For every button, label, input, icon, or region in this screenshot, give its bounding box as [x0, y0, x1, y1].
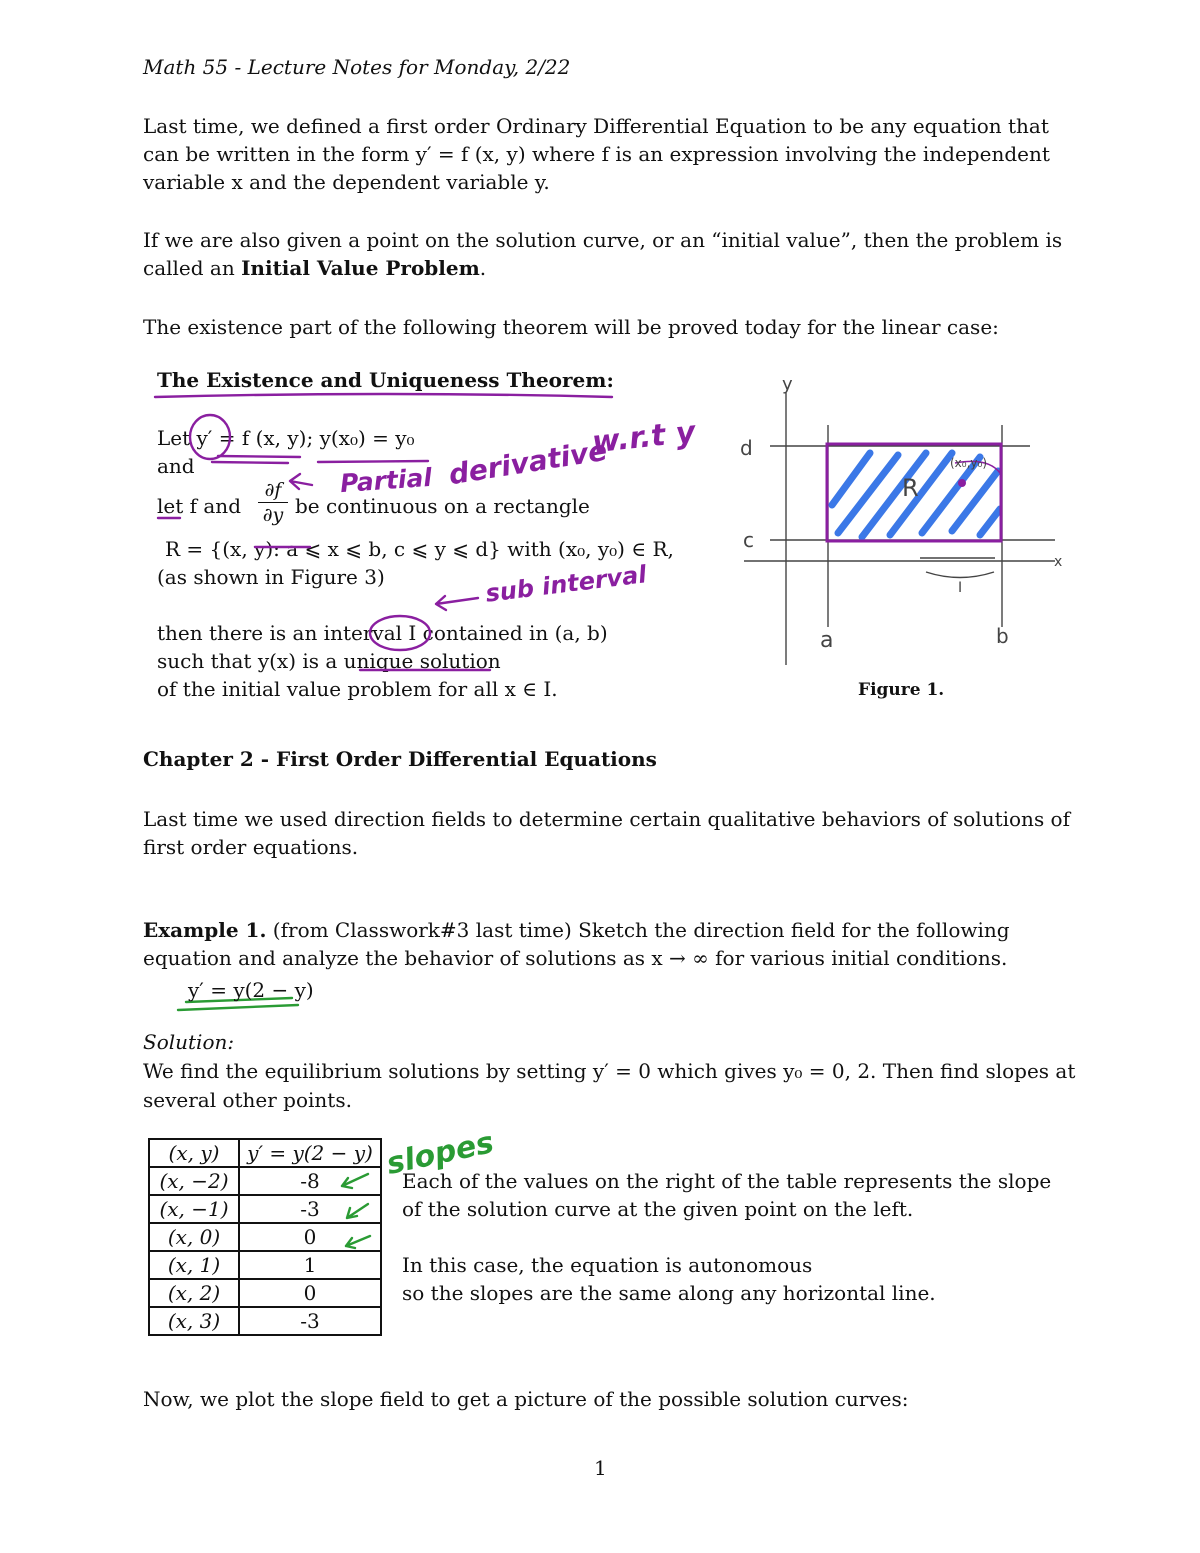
figure-rectangle-diagram: [730, 365, 1070, 685]
theorem-line-2: and: [157, 454, 195, 478]
solution-label: Solution:: [143, 1030, 235, 1054]
table-cell-point: (x, 1): [149, 1251, 239, 1279]
example-line-1: [143, 916, 1010, 944]
ivp-line-1: If we are also given a point on the solution curve, or an “initial value”, then the problem is: [143, 228, 1063, 252]
example-line-2: equation and analyze the behavior of solutions as x → ∞ for various initial conditions.: [143, 946, 1008, 970]
table-cell-slope: -8: [239, 1167, 381, 1195]
chapter-title: Chapter 2 - First Order Differential Equations: [143, 747, 657, 771]
initial-point: [958, 479, 966, 487]
figure-label-d: d: [740, 436, 753, 460]
table-cell-point: (x, 3): [149, 1307, 239, 1335]
annotation-partial: Partial: [339, 462, 433, 499]
direction-line-2: first order equations.: [143, 835, 359, 859]
annotation-wrt: w.r.t y: [590, 414, 697, 461]
theorem-line-5: (as shown in Figure 3): [157, 565, 385, 589]
table-note-line-4: so the slopes are the same along any horizontal line.: [402, 1281, 936, 1305]
y-prime-circle: [190, 415, 230, 459]
ivp-period: .: [479, 256, 487, 280]
table-header-row: [149, 1139, 381, 1167]
figure-label-c: c: [743, 528, 754, 552]
table-row: [149, 1167, 381, 1195]
table-note-line-2: of the solution curve at the given point on the left.: [402, 1197, 914, 1221]
example-equation: y′ = y(2 − y): [188, 978, 314, 1002]
theorem-line-4: R = {(x, y): a ⩽ x ⩽ b, c ⩽ y ⩽ d} with (x₀, y₀) ∈ R,: [165, 537, 674, 561]
theorem-line-7: such that y(x) is a unique solution: [157, 649, 501, 673]
table-note-line-3: In this case, the equation is autonomous: [402, 1253, 813, 1277]
interval-brace: [926, 572, 994, 578]
figure-label-x: x: [1054, 554, 1063, 570]
annotation-slopes: slopes: [383, 1125, 497, 1182]
table-cell-point: (x, −2): [149, 1167, 239, 1195]
interval-circle: [370, 616, 430, 650]
ivp-term: Initial Value Problem: [241, 256, 480, 280]
ivp-text: called an: [143, 256, 242, 280]
existence-intro: The existence part of the following theorem will be proved today for the linear case:: [143, 315, 999, 339]
theorem-line-8: of the initial value problem for all x ∈ I.: [157, 677, 558, 701]
example-label: Example 1.: [143, 918, 267, 942]
table-cell-point: (x, −1): [149, 1195, 239, 1223]
table-cell-slope: 1: [239, 1251, 381, 1279]
table-row: [149, 1307, 381, 1335]
theorem-line-6: then there is an interval I contained in (a, b): [157, 621, 608, 645]
table-row: [149, 1279, 381, 1307]
f-underline-2: [212, 462, 288, 463]
y0-underline: [318, 461, 428, 462]
page-header: Math 55 - Lecture Notes for Monday, 2/22: [143, 55, 571, 79]
table-cell-slope: 0: [239, 1223, 381, 1251]
intro-line-1: Last time, we defined a first order Ordinary Differential Equation to be any equation that: [143, 114, 1049, 138]
equation-underline-2: [178, 1005, 298, 1010]
theorem-title-underline: [155, 394, 612, 397]
figure-label-point: (x₀,y₀): [950, 456, 988, 470]
figure-label-interval: I: [958, 580, 963, 596]
page-number: 1: [594, 1456, 607, 1480]
fraction-numerator: ∂f: [264, 479, 282, 501]
theorem-line-3-post: be continuous on a rectangle: [295, 494, 590, 518]
figure-caption: Figure 1.: [858, 680, 945, 700]
intro-line-2: can be written in the form y′ = f (x, y) where f is an expression involving the independent: [143, 142, 1050, 166]
subinterval-arrow: [436, 596, 478, 610]
fraction-denominator: ∂y: [258, 502, 288, 527]
f-underline-1: [218, 456, 300, 457]
intro-line-3: variable x and the dependent variable y.: [143, 170, 550, 194]
direction-line-1: Last time we used direction fields to determine certain qualitative behaviors of solutions of: [143, 807, 1071, 831]
table-row: [149, 1223, 381, 1251]
table-cell-slope: -3: [239, 1195, 381, 1223]
table-cell-slope: 0: [239, 1279, 381, 1307]
table-row: [149, 1251, 381, 1279]
annotation-derivative: derivative: [446, 433, 610, 492]
example-text-1: (from Classwork#3 last time) Sketch the direction field for the following: [272, 918, 1010, 942]
figure-label-a: a: [820, 628, 834, 653]
table-header-slope: y′ = y(2 − y): [239, 1139, 381, 1167]
slopes-table: [148, 1138, 382, 1336]
partial-arrow: [290, 474, 312, 489]
table-row: [149, 1195, 381, 1223]
figure-label-b: b: [996, 624, 1009, 648]
table-cell-slope: -3: [239, 1307, 381, 1335]
solution-line-2: several other points.: [143, 1088, 352, 1112]
table-note-line-1: Each of the values on the right of the table represents the slope: [402, 1169, 1052, 1193]
theorem-title: The Existence and Uniqueness Theorem:: [157, 368, 614, 392]
closing-line: Now, we plot the slope field to get a picture of the possible solution curves:: [143, 1387, 909, 1411]
theorem-line-1: Let y′ = f (x, y); y(x₀) = y₀: [157, 426, 415, 450]
theorem-line-3-pre: let f and: [157, 494, 241, 518]
figure-label-y: y: [782, 374, 793, 395]
figure-label-R: R: [902, 474, 919, 502]
table-header-point: (x, y): [149, 1139, 239, 1167]
table-cell-point: (x, 2): [149, 1279, 239, 1307]
annotation-subinterval: sub interval: [483, 560, 648, 608]
table-cell-point: (x, 0): [149, 1223, 239, 1251]
solution-line-1: We find the equilibrium solutions by setting y′ = 0 which gives y₀ = 0, 2. Then find slopes at: [143, 1059, 1076, 1083]
